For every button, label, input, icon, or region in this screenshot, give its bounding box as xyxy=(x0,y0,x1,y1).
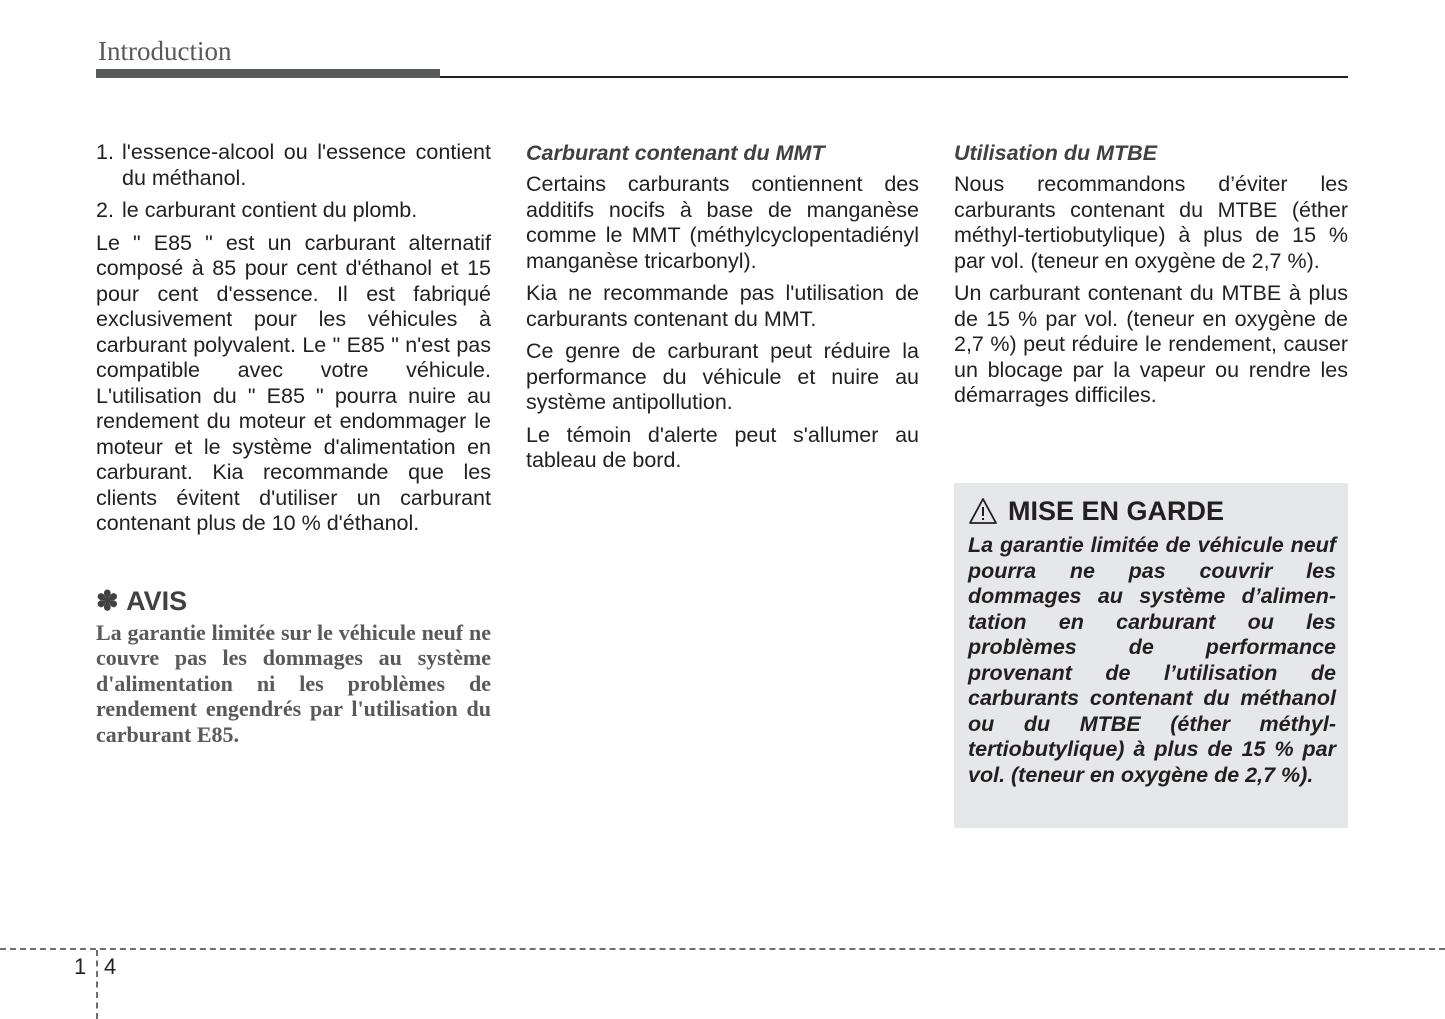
mmt-paragraph: Ce genre de carburant peut réduire la performance du véhicule et nuire au système antipollution. xyxy=(526,339,919,414)
column-right xyxy=(954,140,1348,416)
mtbe-paragraph: Nous recommandons d’éviter les carburants contenant du MTBE (éther méthyl-tertiobutylique) à plus de 15 % par vol. (teneur en oxygène de 2,7 %). xyxy=(954,172,1348,273)
mmt-paragraph: Kia ne recommande pas l'utilisation de carburants contenant du MMT. xyxy=(526,281,919,331)
warning-text: La garantie limitée de véhicule neuf pourra ne pas couvrir les dommages au système d’alimen-tation en carburant ou les problèmes de performance provenant de l’utilisation de carburants contenant du méthanol ou du MTBE (éther méthyl-tertiobutylique) à plus de 15 % par vol. (teneur en oxygène de 2,7 %). xyxy=(968,533,1336,787)
list-item xyxy=(96,140,491,191)
list-number: 1. xyxy=(96,140,114,164)
header-rule-thick xyxy=(96,69,440,78)
header-rule-thin xyxy=(440,76,1348,78)
list-number: 2. xyxy=(96,198,114,222)
mmt-heading: Carburant contenant du MMT xyxy=(526,141,825,165)
list-text: l'essence-alcool ou l'essence contient du méthanol. xyxy=(122,140,491,190)
mtbe-heading: Utilisation du MTBE xyxy=(954,141,1158,165)
footer-divider xyxy=(0,948,1445,950)
column-left xyxy=(96,140,491,747)
mmt-paragraph: Le témoin d'alerte peut s'allumer au tableau de bord. xyxy=(526,422,919,472)
avis-heading xyxy=(96,586,491,616)
warning-box xyxy=(954,483,1348,828)
mtbe-paragraph: Un carburant contenant du MTBE à plus de 15 % par vol. (teneur en oxygène de 2,7 %) peut réduire le rendement, causer un blocage par la vapeur ou rendre les démarrages difficiles. xyxy=(954,281,1348,407)
list-item xyxy=(96,198,491,224)
mmt-paragraph: Certains carburants contiennent des additifs nocifs à base de manganèse comme le MMT (méthylcyclopentadiényl manganèse tricarbonyl). xyxy=(526,172,919,273)
e85-paragraph: Le " E85 " est un carburant alternatif composé à 85 pour cent d'éthanol et 15 pour cent d'essence. Il est fabriqué exclusivement pour les véhicules à carburant polyvalent. Le " E85 " n'est pas compatible avec votre véhicule. L'utilisation du " E85 " pourra nuire au rendement du moteur et endommager le moteur et le système d'alimentation en carburant. Kia recommande que les clients évitent d'utiliser un carburant contenant plus de 10 % d'éthanol. xyxy=(96,230,491,535)
list-text: le carburant contient du plomb. xyxy=(122,198,418,222)
asterisk-icon: ✽ xyxy=(96,585,119,616)
footer-page-divider xyxy=(96,950,98,1019)
warning-title: MISE EN GARDE xyxy=(1008,496,1225,526)
warning-triangle-icon xyxy=(968,497,998,525)
warning-heading xyxy=(968,495,1336,527)
column-middle xyxy=(526,140,919,481)
avis-title: AVIS xyxy=(126,585,188,616)
section-number: 1 xyxy=(74,954,87,979)
page-number: 4 xyxy=(104,954,117,979)
page-header-title: Introduction xyxy=(98,36,232,66)
avis-text: La garantie limitée sur le véhicule neuf ne couvre pas les dommages au système d'alimentation ni les problèmes de rendement engendrés par l'utilisation du carburant E85. xyxy=(96,619,491,747)
